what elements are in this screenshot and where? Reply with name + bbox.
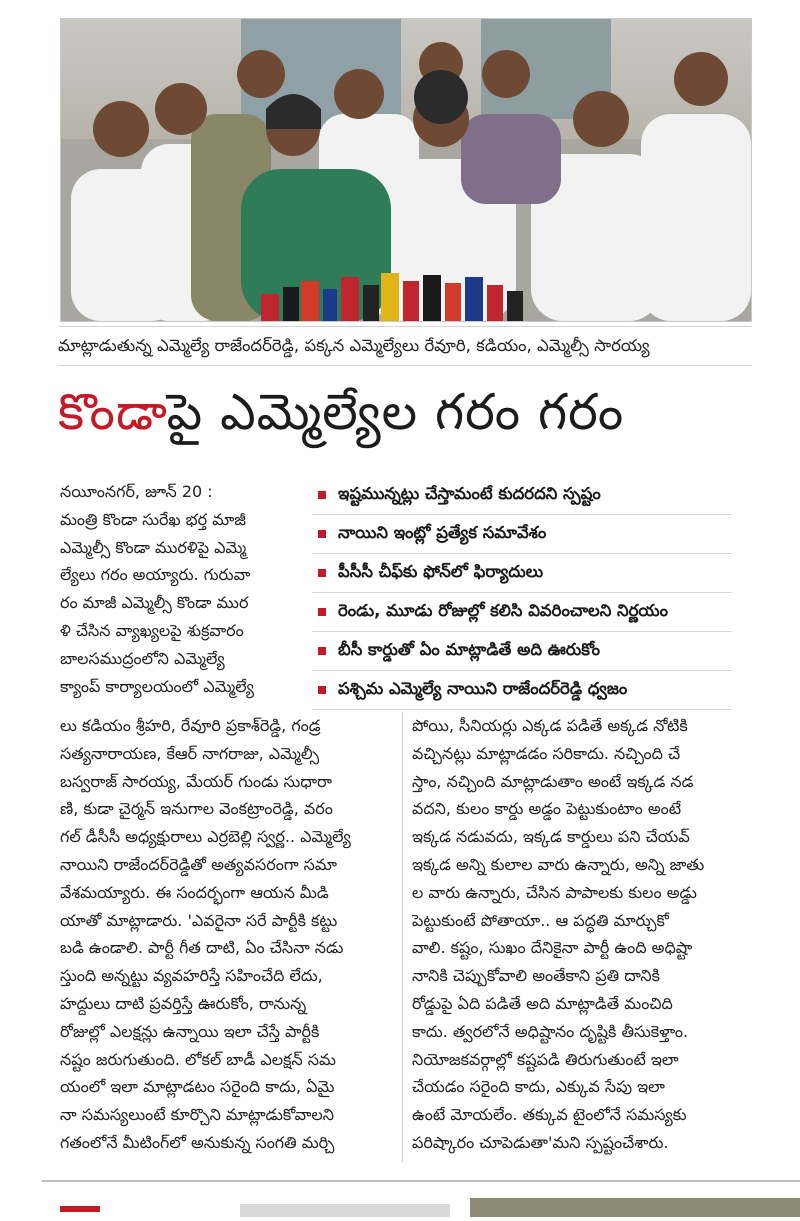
column-divider	[402, 712, 403, 1162]
article-line: వేశమయ్యారు. ఈ సందర్భంగా ఆయన మీడి	[60, 882, 329, 902]
article-line: స్తుంది అన్నట్టు వ్యవహరిస్తే సహించేది లేదు,	[60, 966, 323, 986]
article-line: వదని, కులం కార్డు అడ్డం పెట్టుకుంటాం అంటే	[412, 799, 682, 819]
bullet-icon	[318, 608, 326, 616]
highlight-item: రెండు, మూడు రోజుల్లో కలిసి వివరించాలని నిర్ణయం	[312, 593, 732, 632]
headline-rest: పై ఎమ్మెల్యేల గరం గరం	[166, 383, 625, 441]
highlight-item: ఇష్టమున్నట్లు చేస్తామంటే కుదరదని స్పష్టం	[312, 476, 732, 515]
article-line: పోయి, సీనియర్లు ఎక్కడ పడితే అక్కడ నోటికి	[412, 716, 688, 735]
article-line: నష్టం జరుగుతుంది. లోకల్ బాడీ ఎలక్షన్ సమ	[60, 1049, 336, 1069]
highlights-list	[312, 476, 732, 710]
article-line: యాతో మాట్లాడారు. 'ఎవరైనా సరే పార్టీకి కట్టు	[60, 910, 338, 930]
article-line: బడి ఉండాలి. పార్టీ గీత దాటి, ఏం చేసినా నడు	[60, 938, 344, 958]
article-line: క్యాంప్ కార్యాలయంలో ఎమ్మెల్యే	[60, 676, 254, 696]
article-line: ఇక్కడ అన్ని కులాల వారు ఉన్నారు, అన్ని జాతు	[412, 854, 705, 874]
next-article-preview	[60, 1194, 800, 1217]
article-line: యంలో ఇలా మాట్లాడటం సరైంది కాదు, ఏమై	[60, 1077, 335, 1097]
bullet-icon	[318, 647, 326, 655]
photo-icon	[61, 19, 751, 321]
article-column-1	[60, 478, 300, 700]
article-column-3	[412, 712, 764, 1157]
article-line: నా సమస్యలుంటే కూర్చొని మాట్లాడుకోవాలని	[60, 1105, 334, 1125]
bullet-icon	[318, 569, 326, 577]
article-line: స్తాం, నచ్చింది మాట్లాడుతాం అంటే ఇక్కడ నడ	[412, 771, 694, 791]
article-line: గతంలోనే మీటింగ్‌లో అనుకున్న సంగతి మర్చి	[60, 1132, 335, 1152]
headline	[58, 370, 758, 454]
press-meet-photo	[60, 18, 752, 322]
article-line: రోజుల్లో ఎలక్షన్లు ఉన్నాయి ఇలా చేస్తే పార్టీకి	[60, 1021, 320, 1041]
article-line: ఇక్కడ నడువదు, ఇక్కడ కార్డులు పని చేయవ్	[412, 827, 690, 847]
article-line: లు కడియం శ్రీహరి, రేవూరి ప్రకాశ్‌రెడ్డి, గండ్ర	[60, 716, 321, 735]
article-line: నానికి చెప్పుకోవాలి అంతేకాని ప్రతి దానికి	[412, 966, 660, 986]
article-line: వచ్చినట్లు మాట్లాడడం సరికాదు. నచ్చింది చే	[412, 743, 681, 763]
article-line: సత్యనారాయణ, కేఆర్ నాగరాజు, ఎమ్మెల్సీ	[60, 743, 320, 763]
article-line: నియోజకవర్గాల్లో కష్టపడి తిరుగుతుంటే ఇలా	[412, 1049, 679, 1069]
highlight-item: నాయిని ఇంట్లో ప్రత్యేక సమావేశం	[312, 515, 732, 554]
article-line: ల్యేలు గరం అయ్యారు. గురువా	[60, 565, 251, 585]
footer-divider	[42, 1180, 800, 1182]
bullet-icon	[318, 686, 326, 694]
photo-caption: మాట్లాడుతున్న ఎమ్మెల్యే రాజేందర్‌రెడ్డి, పక్కన ఎమ్మెల్యేలు రేవూరి, కడియం, ఎమ్మెల్సీ సారయ్య	[58, 326, 752, 366]
article-line: వాలి. కష్టం, సుఖం దేనికైనా పార్టీ ఉంది అధిష్టా	[412, 938, 693, 958]
article-line: హద్దులు దాటి ప్రవర్తిస్తే ఊరుకోం, రానున్న	[60, 993, 307, 1013]
article-line: రోడ్డుపై ఏది పడితే అది మాట్లాడితే మంచిది	[412, 993, 673, 1013]
highlight-item: బీసీ కార్డుతో ఏం మాట్లాడితే అది ఊరుకోం	[312, 632, 732, 671]
article-line: ళి చేసిన వ్యాఖ్యలపై శుక్రవారం	[60, 620, 244, 640]
article-line: ల వారు ఉన్నారు, చేసిన పాపాలకు కులం అడ్డు	[412, 882, 697, 902]
article-line: నాయిని రాజేందర్‌రెడ్డితో అత్యవసరంగా సమా	[60, 854, 337, 874]
article-column-2	[60, 712, 396, 1157]
article-line: ఉంటే మోయలేం. తక్కువ టైంలోనే సమస్యకు	[412, 1105, 687, 1125]
article-line: గల్ డీసీసీ అధ్యక్షురాలు ఎర్రబెల్లి స్వర్ణ.. ఎమ్మెల్యే	[60, 827, 351, 847]
article-line: బాలసముద్రంలోని ఎమ్మెల్యే	[60, 648, 225, 668]
bullet-icon	[318, 491, 326, 499]
next-article-image-icon	[60, 1194, 800, 1217]
headline-highlight: కొండా	[58, 383, 167, 441]
article-line: పరిష్కారం చూపెడుతా'మని స్పష్టంచేశారు.	[412, 1132, 669, 1152]
article-line: ఎమ్మెల్సీ కొండా మురళిపై ఎమ్మె	[60, 537, 247, 557]
highlight-item: పశ్చిమ ఎమ్మెల్యే నాయిని రాజేందర్‌రెడ్డి ధ్వజం	[312, 671, 732, 710]
highlight-item: పీసీసీ చీఫ్‌కు ఫోన్‌లో ఫిర్యాదులు	[312, 554, 732, 593]
article-line: రం మాజీ ఎమ్మెల్సీ కొండా ముర	[60, 593, 249, 613]
article-line: చేయడం సరైంది కాదు, ఎక్కువ సేపు ఇలా	[412, 1077, 665, 1097]
article-line: నయీంనగర్, జూన్ 20 :	[60, 482, 213, 501]
article-line: బస్వరాజ్ సారయ్య, మేయర్ గుండు సుధారా	[60, 771, 332, 791]
bullet-icon	[318, 530, 326, 538]
article-line: కాదు. త్వరలోనే అధిష్టానం దృష్టికి తీసుకెళ్తాం.	[412, 1021, 689, 1041]
article-line: మంత్రి కొండా సురేఖ భర్త మాజీ	[60, 509, 246, 529]
article-line: ణి, కుడా చైర్మన్ ఇనుగాల వెంకట్రాంరెడ్డి, వరం	[60, 799, 333, 819]
article-line: పెట్టుకుంటే పోతాయా.. ఆ పద్ధతి మార్చుకో	[412, 910, 669, 930]
